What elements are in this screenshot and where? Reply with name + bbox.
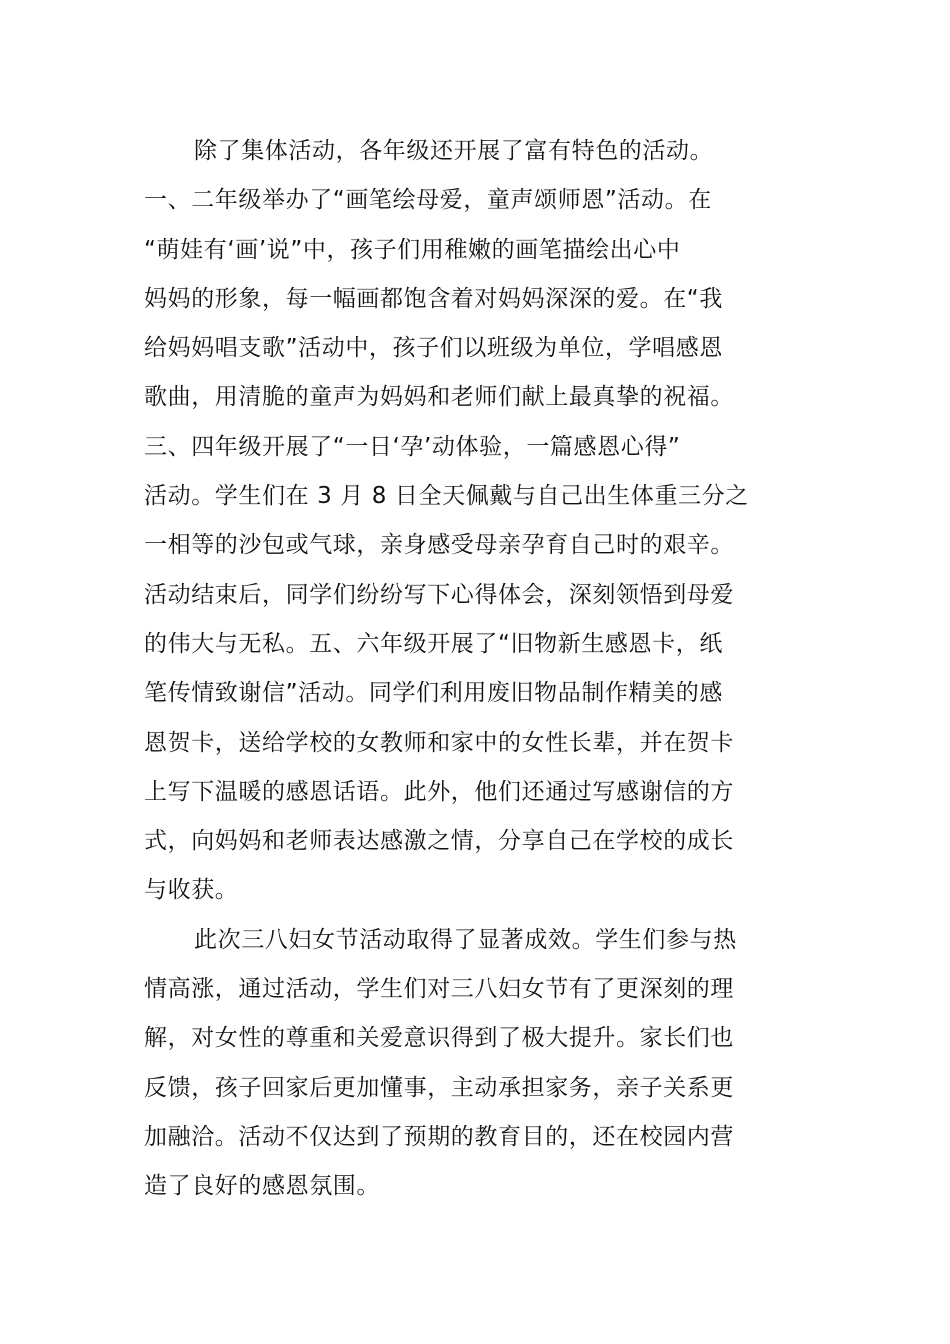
paragraph-2-line-4: 给妈妈唱支歌”活动中，孩子们以班级为单位，学唱感恩 xyxy=(144,335,723,362)
paragraph-3-line-1: 此次三八妇女节活动取得了显著成效。学生们参与热 xyxy=(194,926,737,953)
paragraph-2-line-10: 的伟大与无私。五、六年级开展了“旧物新生感恩卡，纸 xyxy=(144,630,723,657)
paragraph-2-line-2: “萌娃有‘画’说”中，孩子们用稚嫩的画笔描绘出心中 xyxy=(144,236,681,263)
paragraph-2-line-13: 上写下温暖的感恩话语。此外，他们还通过写感谢信的方 xyxy=(144,778,734,805)
paragraph-2-line-11: 笔传情致谢信”活动。同学们利用废旧物品制作精美的感 xyxy=(144,680,723,707)
paragraph-2-line-9: 活动结束后，同学们纷纷写下心得体会，深刻领悟到母爱 xyxy=(144,581,734,608)
paragraph-2-line-15: 与收获。 xyxy=(144,877,239,904)
paragraph-2-line-14: 式，向妈妈和老师表达感激之情，分享自己在学校的成长 xyxy=(144,828,734,855)
paragraph-2-line-3: 妈妈的形象，每一幅画都饱含着对妈妈深深的爱。在“我 xyxy=(144,285,723,312)
paragraph-1-line-1: 除了集体活动，各年级还开展了富有特色的活动。 xyxy=(194,138,714,164)
paragraph-3-line-3: 解，对女性的尊重和关爱意识得到了极大提升。家长们也 xyxy=(144,1025,734,1052)
paragraph-2-line-1: 一、二年级举办了“画笔绘母爱，童声颂师恩”活动。在 xyxy=(144,187,712,214)
paragraph-2-line-8: 一相等的沙包或气球，亲身感受母亲孕育自己时的艰辛。 xyxy=(144,532,734,559)
paragraph-2-line-7: 活动。学生们在 3 月 8 日全天佩戴与自己出生体重三分之 xyxy=(144,483,749,510)
paragraph-2-line-12: 恩贺卡，送给学校的女教师和家中的女性长辈，并在贺卡 xyxy=(144,729,734,756)
document-body xyxy=(144,127,788,1212)
paragraph-3-line-6: 造了良好的感恩氛围。 xyxy=(144,1173,380,1200)
paragraph-2-line-5: 歌曲，用清脆的童声为妈妈和老师们献上最真挚的祝福。 xyxy=(144,384,734,411)
paragraph-2-line-6: 三、四年级开展了“一日‘孕’动体验，一篇感恩心得” xyxy=(144,433,681,460)
paragraph-3-line-4: 反馈，孩子回家后更加懂事，主动承担家务，亲子关系更 xyxy=(144,1074,734,1101)
paragraph-3-line-5: 加融洽。活动不仅达到了预期的教育目的，还在校园内营 xyxy=(144,1123,734,1150)
paragraph-3-line-2: 情高涨，通过活动，学生们对三八妇女节有了更深刻的理 xyxy=(144,976,734,1003)
